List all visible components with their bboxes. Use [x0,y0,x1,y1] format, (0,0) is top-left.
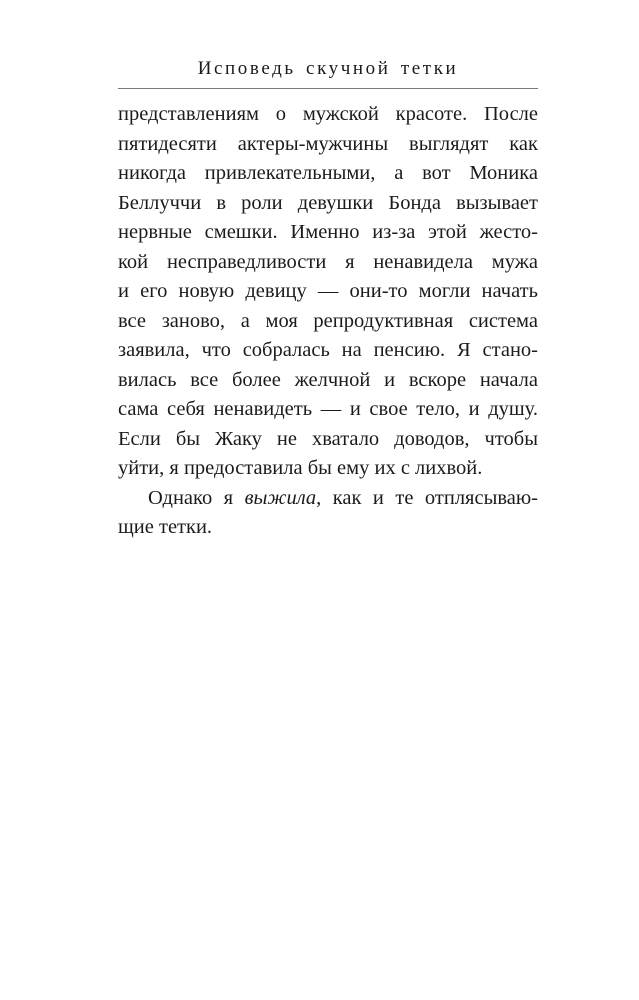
text-line: заявила, что собралась на пенсию. Я стано- [118,339,538,361]
text-line: Если бы Жаку не хватало доводов, чтобы [118,427,538,450]
paragraph-1 [118,100,538,484]
text-line: нервные смешки. Именно из-за этой жесто- [118,221,538,243]
text-line [118,484,538,514]
text-run: , как и те отплясываю- [316,486,538,509]
text-line: все заново, а моя репродуктивная система [118,309,538,332]
text-line: уйти, я предоставила бы ему их с лихвой. [118,457,483,479]
text-line: сама себя ненавидеть — и свое тело, и душу. [118,398,538,420]
text-line: пятидесяти актеры-мужчины выглядят как [118,132,538,155]
text-line: щие тетки. [118,516,213,538]
text-run: Однако я [148,486,245,509]
italic-emphasis: выжила [244,486,317,509]
text-line: Беллуччи в роли девушки Бонда вызывает [118,191,538,214]
running-head: Исповедь скучной тетки [197,58,459,79]
paragraph-2 [118,484,538,543]
text-line: представлениям о мужской красоте. После [118,103,538,125]
text-line: и его новую девицу — они-то могли начать [118,280,538,302]
text-line: никогда привлекательными, а вот Моника [118,162,538,184]
body-text [118,100,538,543]
text-line: кой несправедливости я ненавидела мужа [118,250,538,273]
header-rule [118,88,538,89]
text-line: вилась все более желчной и вскоре начала [118,368,538,391]
